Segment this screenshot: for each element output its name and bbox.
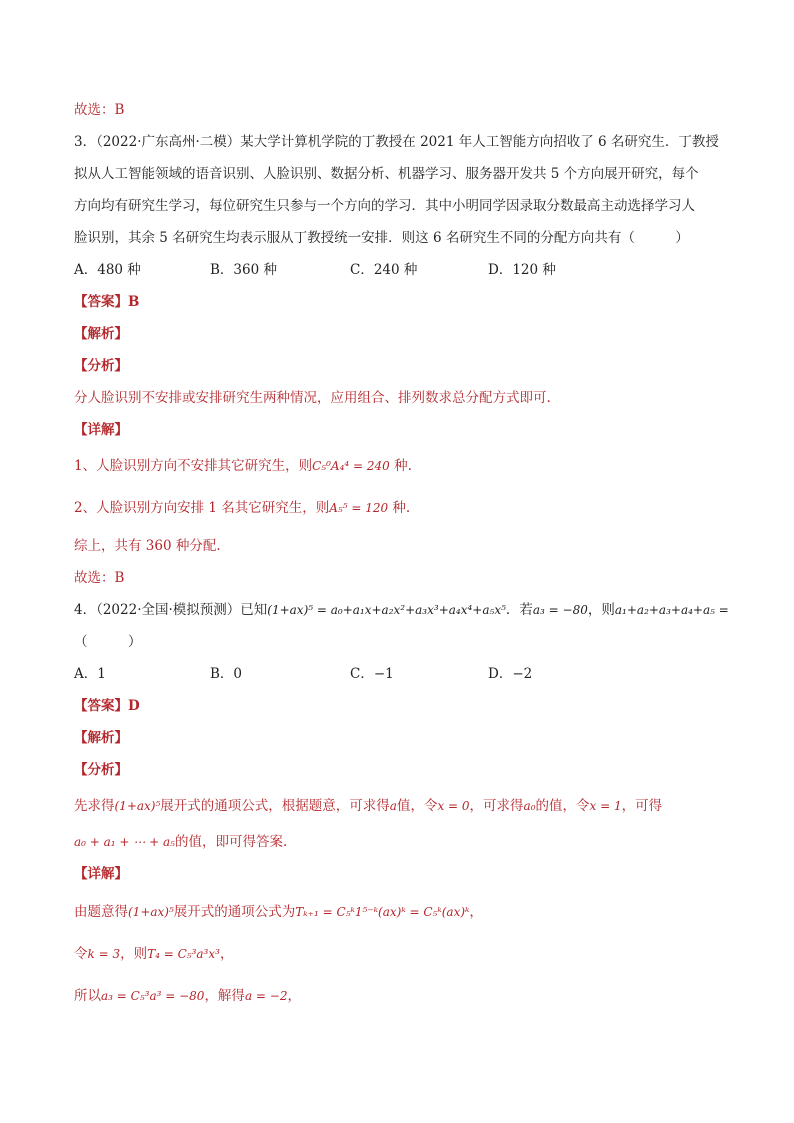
q4-option-b: B．0 [210, 666, 243, 682]
q4-jiexi: 【解析】 [74, 730, 128, 746]
q3-options [74, 260, 724, 280]
q3-final-choice: 故选：B [74, 570, 125, 586]
q3-option-d: D．120 种 [488, 262, 556, 278]
q4-line-2: （ ） [74, 634, 142, 650]
q4-option-c: C．−1 [350, 666, 394, 682]
q3-option-a: A．480 种 [74, 262, 141, 278]
q4-analysis-2: a₀ + a₁ + ⋯ + a₅的值，即可得答案. [74, 834, 288, 850]
q3-detail-1: 1、人脸识别方向不安排其它研究生，则C₅⁰A₄⁴ = 240 种. [74, 458, 412, 474]
q3-total: 综上，共有 360 种分配. [74, 538, 221, 554]
q3-fenxi: 【分析】 [74, 358, 128, 374]
formula: a₁+a₂+a₃+a₄+a₅ = [614, 603, 729, 617]
q3-line-2: 拟从人工智能领域的语音识别、人脸识别、数据分析、机器学习、服务器开发共 5 个方向展开研究，每个 [74, 166, 699, 182]
q3-detail-2: 2、人脸识别方向安排 1 名其它研究生，则A₅⁵ = 120 种. [74, 500, 411, 516]
q3-answer: 【答案】B [74, 294, 140, 310]
q4-fenxi: 【分析】 [74, 762, 128, 778]
q3-analysis: 分人脸识别不安排或安排研究生两种情况，应用组合、排列数求总分配方式即可. [74, 390, 551, 406]
q3-xiangjie: 【详解】 [74, 422, 128, 438]
formula: a₃ = −80 [532, 603, 588, 617]
q3-line-1: 3．（2022·广东高州·二模）某大学计算机学院的丁教授在 2021 年人工智能方向招收了 6 名研究生．丁教授 [74, 134, 719, 150]
formula: T₄ = C₅³a³x³ [147, 947, 220, 961]
formula: C₅⁰A₄⁴ = 240 [312, 459, 390, 473]
formula: x = 0 [437, 799, 470, 813]
q4-analysis-1: 先求得(1+ax)⁵展开式的通项公式，根据题意，可求得a值，令x = 0，可求得a₀的值，令x = 1，可得 [74, 798, 663, 814]
q4-step-2: 令k = 3，则T₄ = C₅³a³x³， [74, 946, 234, 962]
formula: Tₖ₊₁ = C₅ᵏ1⁵⁻ᵏ(ax)ᵏ = C₅ᵏ(ax)ᵏ [295, 905, 470, 919]
q4-step-1: 由题意得(1+ax)⁵展开式的通项公式为Tₖ₊₁ = C₅ᵏ1⁵⁻ᵏ(ax)ᵏ = C₅ᵏ(ax)ᵏ， [74, 904, 483, 920]
formula: k = 3 [87, 947, 121, 961]
formula: A₅⁵ = 120 [329, 501, 389, 515]
formula: (1+ax)⁵ [114, 799, 161, 813]
q4-xiangjie: 【详解】 [74, 866, 128, 882]
q4-option-a: A．1 [74, 666, 106, 682]
q4-options [74, 664, 724, 684]
q3-option-c: C．240 种 [350, 262, 418, 278]
q3-jiexi: 【解析】 [74, 326, 128, 342]
formula: (1+ax)⁵ [128, 905, 174, 919]
q4-option-d: D．−2 [488, 666, 533, 682]
q3-option-b: B．360 种 [210, 262, 277, 278]
formula: a₃ = C₅³a³ = −80 [101, 989, 205, 1003]
q4-step-3: 所以a₃ = C₅³a³ = −80，解得a = −2， [74, 988, 301, 1004]
formula: (1+ax)⁵ = a₀+a₁x+a₂x²+a₃x³+a₄x⁴+a₅x⁵ [267, 603, 506, 617]
formula: x = 1 [589, 799, 622, 813]
q3-line-3: 方向均有研究生学习，每位研究生只参与一个方向的学习．其中小明同学因录取分数最高主动选择学习人 [74, 198, 695, 214]
formula: a [389, 799, 397, 813]
formula: a₀ [523, 799, 536, 813]
q4-line-1: 4．（2022·全国·模拟预测）已知(1+ax)⁵ = a₀+a₁x+a₂x²+a₃x³+a₄x⁴+a₅x⁵．若a₃ = −80，则a₁+a₂+a₃+a₄+a₅ = [74, 602, 729, 618]
q4-answer: 【答案】D [74, 698, 140, 714]
q3-line-4: 脸识别，其余 5 名研究生均表示服从丁教授统一安排．则这 6 名研究生不同的分配方向共有（ ） [74, 230, 689, 246]
formula: a₀ + a₁ + ⋯ + a₅ [74, 835, 175, 849]
previous-choice: 故选：B [74, 102, 125, 118]
formula: a = −2 [244, 989, 288, 1003]
